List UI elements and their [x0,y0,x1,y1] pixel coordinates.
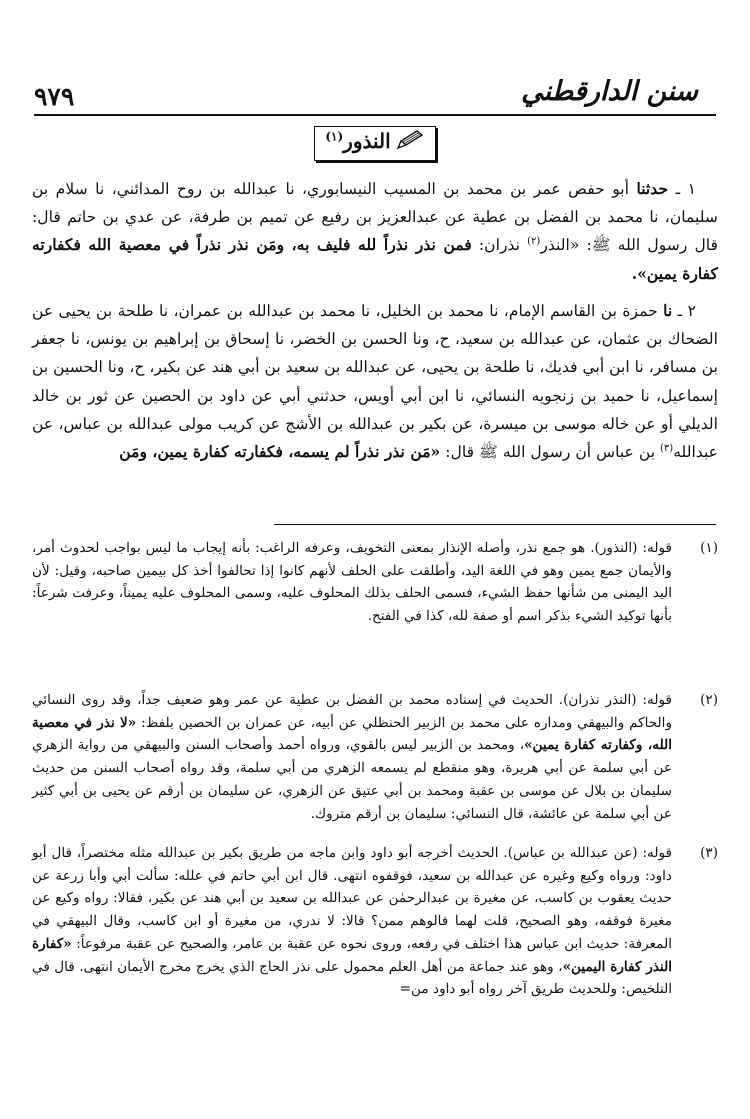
footnote-ref: (٣) [660,442,674,454]
hadith-text: أبو حفص عمر بن محمد بن المسيب النيسابوري، نا عبدالله بن روح المدائني، نا سلام بن سليمان، نا محمد بن الفضل بن عطية عن عبدالعزيز بن رفيع عن تميم بن طرفة، عن عدي بن حاتم قال: قال رسول الله ﷺ: «النذر [32,180,718,255]
hadith-number: ١ ـ [675,180,697,198]
page-header [0,0,750,120]
hadith-text: حمزة بن القاسم الإمام، نا محمد بن الخليل، نا محمد بن عبدالله بن عمران، نا طلحة بن يحيى عن الضحاك بن عثمان، عن عبدالله بن سعيد، ح، ونا الحسن بن الخضر، نا إسحاق بن إبراهيم بن يونس، نا جعفر بن مسافر، نا ابن أبي فديك، نا طلحة بن يحيى، عن عبدالله بن سعيد بن أبي هند عن بكير، ح، ونا الحسين بن إسماعيل، نا حميد بن زنجويه النسائي، نا ابن أبي أويس، حدثني أبي عن داود بن الحصين عن ثور بن خالد الديلي أو عن خاله موسى بن ميسرة، عن بكير بن عبدالله بن الأشج عن كريب مولى عبدالله بن عباس، عن عبدالله [32,302,718,462]
hadith-lead: نا [663,301,673,320]
footnote-text-part: ، ومحمد بن الزبير ليس بالقوي، ورواه أحمد وأصحاب السنن والبيهقي من رواية الزهري عن أبي سلمة عن أبي هريرة، وهو منقطع لم يسمعه الزهري من أبي سلمة، وقد رواه أصحاب السنن من حديث سليمان بن بلال عن موسى بن عقبة ومحمد بن أبي عتيق عن الزهري، عن سليمان بن أرقم عن يحيى بن أبي كثير عن أبي سلمة عن عائشة، قال النسائي: سليمان بن أرقم متروك. [32,737,673,822]
pen-icon [395,129,425,156]
chapter-heading [0,126,750,161]
footnote-text [32,689,672,825]
chapter-title: النذور [343,129,391,153]
page-number: ٩٧٩ [34,82,75,111]
footnote-number: (١) [700,540,718,556]
footnote-text-part: ، وهو عند جماعة من أهل العلم محمول على نذر الحاج الذي يخرج مخرج الأيمان انتهى. قال في التلخيص: وللحديث طريق آخر رواه أبو داود من= [32,958,672,998]
footnote-2 [32,689,718,825]
hadith-matn: «مَن نذر نذراً لم يسمه، فكفارته كفارة يمين، ومَن [119,442,441,462]
hadith-2 [32,297,718,466]
hadith-lead: حدثنا [636,179,669,198]
header-divider [34,114,716,116]
hadith-1 [32,175,718,288]
footnote-text-part: قوله: (عن عبدالله بن عباس). الحديث أخرجه أبو داود وابن ماجه من طريق بكير بن عبدالله مثله مختصراً، قال أبو داود: ورواه وكيع وغيره عن عبدالله بن سعيد، فوقفوه انتهى. قال ابن أبي حاتم في علله: سألت أبي وأبا زرعة عن حديث يعقوب بن كاسب، عن مغيرة بن عبدالرحمٰن عن عبدالله بن سعيد بن أبي هند عن بكير، فقالا: رواه وكيع عن مغيرة فوقفه، وهو الصحيح، قلت لهما فالوهم ممن؟ قالا: لا ندري، من مغيرة أو ابن كاسب، وقال البيهقي في المعرفة: حديث ابن عباس هذا اختلف في رفعه، وروى نحوه عن عقبة بن عامر، والصحيح عن عقبة مرفوعاً: [32,845,672,952]
chapter-title-box [314,126,435,161]
footnote-text [32,842,672,1001]
hadith-text: بن عباس أن رسول الله ﷺ قال: [445,443,656,462]
footnote-number: (٢) [700,692,718,708]
hadith-number: ٢ ـ [677,302,696,320]
footnote-text-part: قوله: (النذر نذران). الحديث في إسناده محمد بن الفضل بن عطية عن عمر وهو ضعيف جداً، وقد روى النسائي والحاكم والبيهقي ومداره على محمد بن الزبير الحنظلي عن أبيه، عن عمران بن الحصين بلفظ: [32,692,673,731]
footnote-number: (٣) [700,845,718,861]
footnote-quote: «كفارة النذر كفارة اليمين» [32,935,672,975]
footnote-1 [32,537,718,628]
footnote-ref: (٢) [527,236,541,248]
book-title: سنن الدارقطني [521,76,698,107]
footnote-quote: «لا نذر في معصية الله، وكفارته كفارة يمين» [32,714,672,754]
chapter-footnote-ref: (١) [325,129,344,144]
footnote-3 [32,842,718,1001]
hadith-matn: فمن نذر نذراً لله فليف به، ومَن نذر نذراً في معصية الله فكفارته كفارة يمين». [32,235,718,283]
footnote-divider [274,524,716,525]
hadith-text: نذران: [478,236,521,255]
footnote-text: قوله: (النذور). هو جمع نذر، وأصله الإنذار بمعنى التخويف، وعرفه الراغب: بأنه إيجاب ما ليس بواجب لحدوث أمر، والأيمان جمع يمين وهو في اللغة اليد، وأطلقت على الحلف لأنهم كانوا إذا تحالفوا أخذ كل بيمين صاحبه، وقيل: لأن اليد اليمنى من شأنها حفظ الشيء، فسمى الحلف بذلك المحلوف عليه، وسمى المحلوف عليه يميناً، وعرفت شرعاً: بأنها توكيد الشيء بذكر اسم أو صفة لله، كذا في الفتح. [32,540,672,625]
